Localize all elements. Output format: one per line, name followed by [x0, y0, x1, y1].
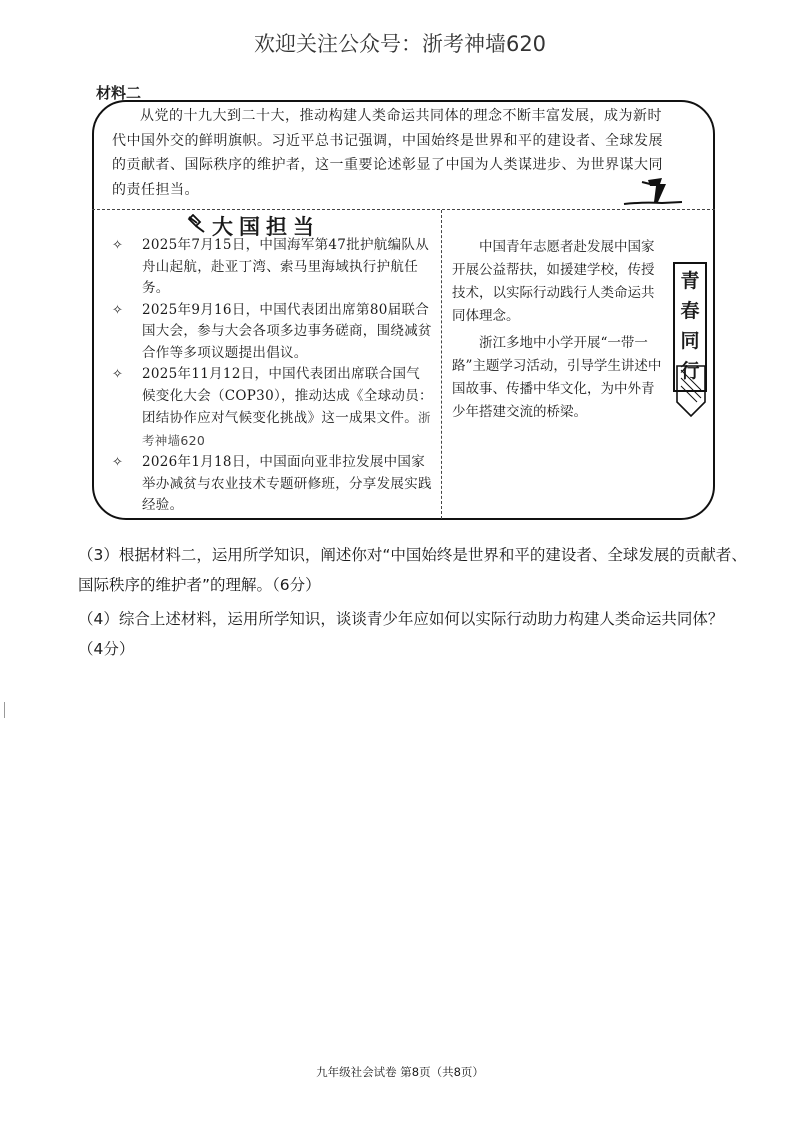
youth-column — [452, 236, 662, 428]
side-paragraph: 中国青年志愿者赴发展中国家开展公益帮扶，如援建学校，传授技术，以实际行动践行人类命运共同体理念。 — [452, 239, 655, 324]
question-3: （3）根据材料二，运用所学知识，阐述你对“中国始终是世界和平的建设者、全球发展的贡献者、国际秩序的维护者”的理解。（6分） — [78, 546, 747, 594]
inline-watermark: 浙考神墙620 — [142, 410, 431, 448]
intro-paragraph: 从党的十九大到二十大，推动构建人类命运共同体的理念不断丰富发展，成为新时代中国外交的鲜明旗帜。习近平总书记强调，中国始终是世界和平的建设者、全球发展的贡献者、国际秩序的维护者，这一重要论述彰显了中国为人类谋进步、为世界谋大同的责任担当。 — [112, 108, 663, 198]
event-text: 2026年1月18日，中国面向亚非拉发展中国家举办减贫与农业技术专题研修班，分享发展实践经验。 — [142, 454, 432, 513]
header-watermark: 欢迎关注公众号：浙考神墙620 — [253, 32, 547, 56]
tag-char: 青 — [680, 270, 700, 292]
events-list — [108, 235, 433, 517]
bullet-icon: ✧ — [112, 238, 124, 253]
event-text: 2025年7月15日，中国海军第47批护航编队从舟山起航，赴亚丁湾、索马里海域执行护航任务。 — [142, 237, 430, 296]
horizontal-divider — [92, 209, 715, 210]
list-item — [108, 452, 433, 517]
side-paragraph: 浙江多地中小学开展“一带一路”主题学习活动，引导学生讲述中国故事、传播中华文化，为中外青少年搭建交流的桥梁。 — [452, 335, 662, 420]
material-title: 材料二 — [96, 84, 142, 102]
pencil-icon — [673, 362, 709, 422]
list-item — [108, 300, 433, 365]
bullet-icon: ✧ — [112, 367, 124, 382]
bullet-icon: ✧ — [112, 302, 124, 318]
event-text: 2025年9月16日，中国代表团出席第80届联合国大会，参与大会各项多边事务磋商，围绕减贫合作等多项议题提出倡议。 — [142, 301, 432, 361]
margin-mark — [4, 702, 5, 718]
section-title: 大国担当 — [212, 214, 320, 239]
list-item — [108, 235, 433, 300]
pen-nib-icon — [622, 172, 684, 212]
page-footer: 九年级社会试卷 第8页（共8页） — [316, 1065, 484, 1079]
tag-char: 同 — [680, 330, 700, 352]
question-4: （4）综合上述材料，运用所学知识，谈谈青少年应如何以实际行动助力构建人类命运共同体？（4分） — [78, 610, 724, 658]
vertical-divider — [441, 210, 442, 519]
event-text: 2025年11月12日，中国代表团出席联合国气候变化大会（COP30），推动达成《全球动员：团结协作应对气候变化挑战》这一成果文件。 — [142, 366, 433, 426]
list-item — [108, 364, 433, 452]
tag-char: 春 — [680, 300, 700, 322]
bullet-icon: ✧ — [112, 455, 124, 470]
tag-char: 行 — [680, 360, 700, 382]
